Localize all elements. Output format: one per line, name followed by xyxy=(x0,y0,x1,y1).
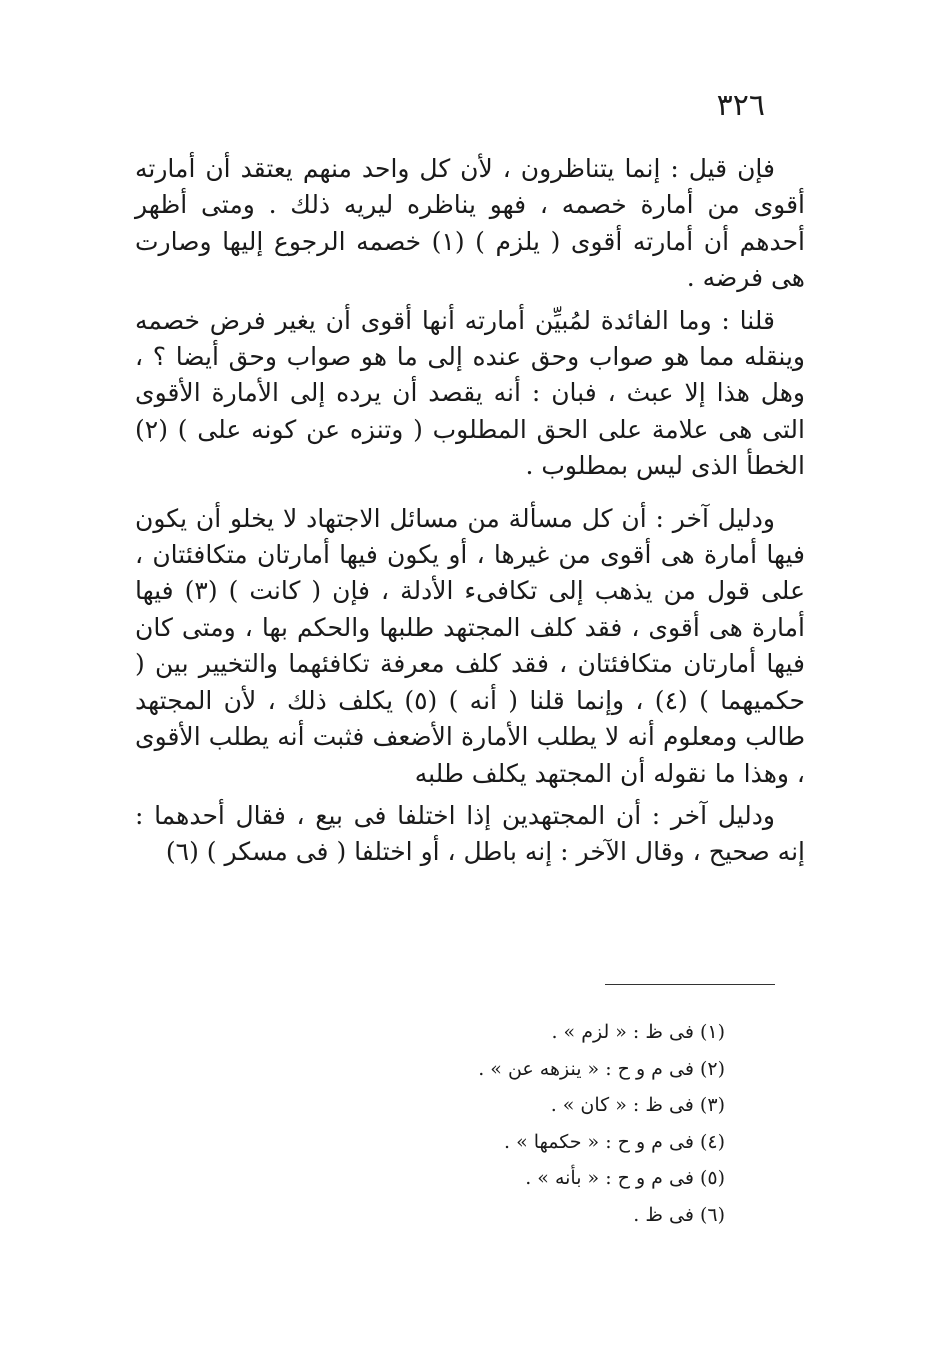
footnote: (٣) فى ظ : « كان » . xyxy=(550,1094,725,1116)
footnote: (٢) فى م و ح : « ينزهه عن » . xyxy=(478,1057,725,1080)
footnote: (٦) فى ظ . xyxy=(633,1203,725,1226)
page-number: ٣٢٦ xyxy=(716,88,765,123)
main-text xyxy=(135,151,805,877)
paragraph: قلنا : وما الفائدة لمُبيِّن أمارته أنها أقوى أن يغير فرض خصمه وينقله مما هو صواب وحق عنده إلى ما هو صواب وحق أيضا ؟ ، وهل هذا إلا عبث ، فبان : أنه يقصد أن يرده إلى الأمارة الأقوى التى هى علامة على الحق المطلوب ( وتنزه عن كونه على ) (٢) الخطأ الذى ليس بمطلوب . xyxy=(135,305,805,481)
footnote: (٤) فى م و ح : « حكمها » . xyxy=(504,1130,725,1153)
paragraph: ودليل آخر : أن كل مسألة من مسائل الاجتهاد لا يخلو أن يكون فيها أمارة هى أقوى من غيرها ، أو يكون فيها أمارتان متكافئتان ، على قول من يذهب إلى تكافىء الأدلة ، فإن ( كانت ) (٣) فيها أمارة هى أقوى ، فقد كلف المجتهد طلبها والحكم بها ، ومتى كان فيها أمارتان متكافئتان ، فقد كلف معرفة تكافئهما والتخيير بين ( حكميهما ) (٤) ، وإنما قلنا ( أنه ) (٥) يكلف ذلك ، لأن المجتهد طالب ومعلوم أنه لا يطلب الأمارة الأضعف فثبت أنه يطلب الأقوى ، وهذا ما نقوله أن المجتهد يكلف طلبه xyxy=(135,503,805,788)
paragraph: فإن قيل : إنما يتناظرون ، لأن كل واحد منهم يعتقد أن أمارته أقوى من أمارة خصمه ، فهو يناظره ليريه ذلك . ومتى أظهر أحدهم أن أمارته أقوى ( يلزم ) (١) خصمه الرجوع إليها وصارت هى فرضه . xyxy=(135,154,805,293)
footnotes xyxy=(325,1014,725,1233)
footnote: (١) فى ظ : « لزم » . xyxy=(551,1021,725,1043)
footnote: (٥) فى م و ح : « بأنه » . xyxy=(525,1167,725,1189)
paragraph: ودليل آخر : أن المجتهدين إذا اختلفا فى بيع ، فقال أحدهما : إنه صحيح ، وقال الآخر : إنه باطل ، أو اختلفا ( فى مسكر ) (٦) xyxy=(135,800,805,867)
